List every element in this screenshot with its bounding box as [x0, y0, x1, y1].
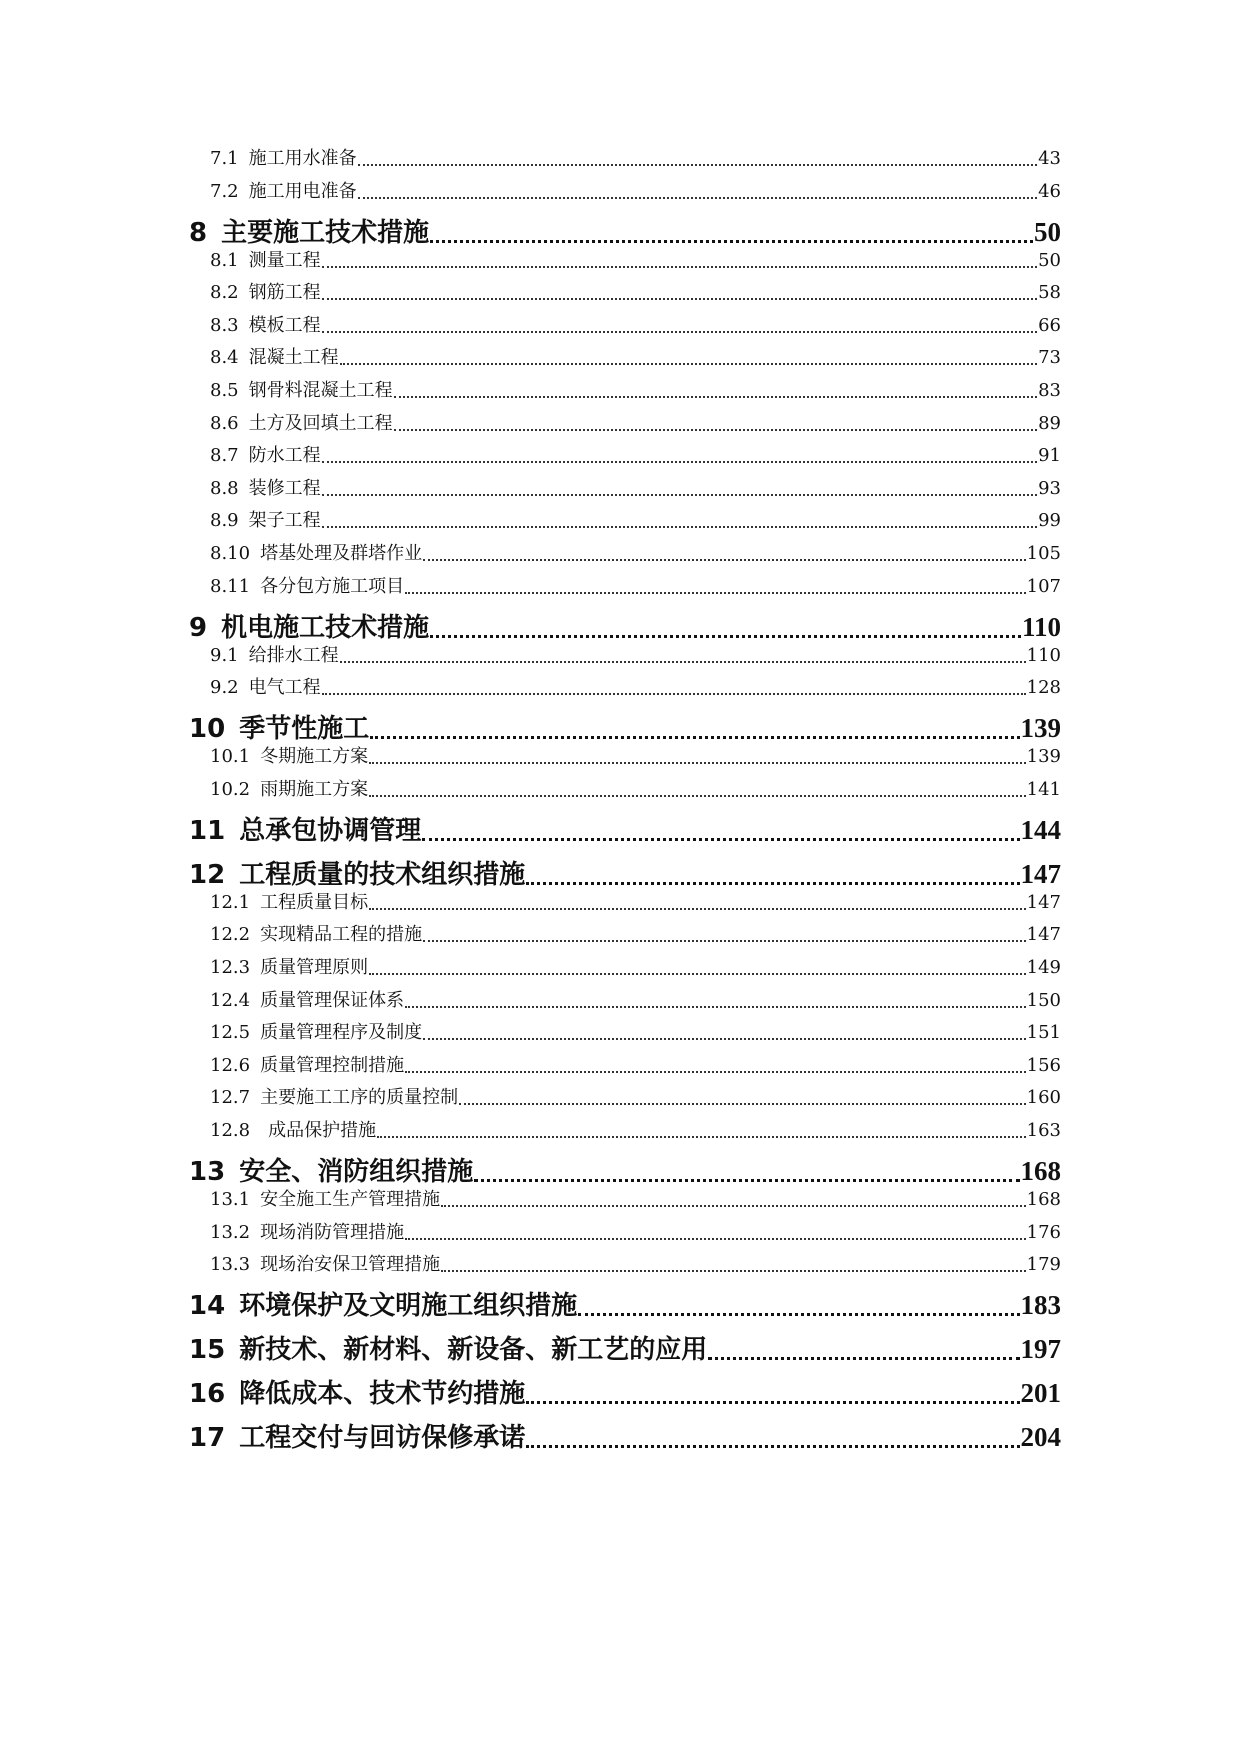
toc-page-number: 50: [1038, 249, 1061, 271]
toc-entry-number: 8.4: [210, 347, 239, 369]
toc-entry-number: 9.2: [210, 677, 239, 699]
toc-entry-title: 冬期施工方案: [260, 746, 369, 768]
toc-dot-leader: [358, 197, 1037, 199]
toc-chapter-entry[interactable]: [189, 607, 1061, 643]
toc-entry-number: 13.2: [210, 1221, 251, 1243]
toc-dot-leader: [405, 1006, 1026, 1008]
toc-chapter-entry[interactable]: [189, 810, 1061, 846]
toc-page-number: 73: [1038, 347, 1061, 369]
toc-section-entry[interactable]: [210, 1051, 1061, 1077]
toc-dot-leader: [459, 1103, 1026, 1105]
toc-entry-title: 塔基处理及群塔作业: [260, 543, 423, 564]
toc-entry-number: 12.5: [210, 1022, 251, 1044]
toc-entry-number: 9: [189, 612, 208, 643]
toc-entry-title: 质量管理原则: [260, 957, 369, 978]
toc-entry-title: 施工用水准备: [248, 148, 357, 169]
toc-entry-title: 钢骨料混凝土工程: [248, 380, 393, 401]
toc-entry-title: 季节性施工: [239, 714, 370, 745]
toc-dot-leader: [405, 1238, 1026, 1240]
toc-chapter-entry[interactable]: [189, 212, 1061, 248]
toc-page-number: 156: [1026, 1054, 1061, 1076]
toc-section-entry[interactable]: [210, 953, 1061, 979]
toc-dot-leader: [708, 1357, 1019, 1360]
toc-section-entry[interactable]: [210, 376, 1061, 402]
toc-dot-leader: [322, 331, 1037, 333]
toc-entry-title: 给排水工程: [248, 644, 339, 666]
toc-entry-title: 测量工程: [248, 249, 321, 271]
toc-dot-leader: [322, 526, 1037, 528]
toc-dot-leader: [394, 396, 1037, 398]
toc-page-number: 83: [1038, 380, 1061, 401]
toc-section-entry[interactable]: [210, 673, 1061, 699]
toc-chapter-entry[interactable]: [189, 708, 1061, 744]
toc-entry-number: 13.3: [210, 1254, 251, 1276]
toc-entry-number: 8.3: [210, 314, 239, 336]
toc-entry-title: 总承包协调管理: [239, 815, 422, 846]
toc-dot-leader: [369, 908, 1026, 910]
toc-entry-title: 降低成本、技术节约措施: [239, 1379, 526, 1410]
toc-section-entry[interactable]: [210, 1250, 1061, 1276]
toc-entry-title: 工程交付与回访保修承诺: [239, 1423, 526, 1454]
toc-dot-leader: [526, 1445, 1019, 1448]
toc-page-number: 147: [1020, 858, 1061, 889]
toc-section-entry[interactable]: [210, 742, 1061, 768]
toc-section-entry[interactable]: [210, 278, 1061, 304]
toc-entry-number: 8: [189, 217, 208, 248]
toc-dot-leader: [423, 940, 1026, 942]
toc-section-entry[interactable]: [210, 920, 1061, 946]
toc-dot-leader: [322, 266, 1037, 268]
toc-section-entry[interactable]: [210, 506, 1061, 532]
toc-dot-leader: [369, 973, 1026, 975]
toc-dot-leader: [526, 882, 1019, 885]
toc-entry-number: 8.11: [210, 575, 251, 597]
toc-entry-title: 主要施工工序的质量控制: [260, 1087, 459, 1109]
toc-section-entry[interactable]: [210, 888, 1061, 914]
toc-section-entry[interactable]: [210, 343, 1061, 369]
toc-chapter-entry[interactable]: [189, 1373, 1061, 1409]
toc-page-number: 91: [1038, 445, 1061, 467]
toc-dot-leader: [405, 592, 1026, 594]
toc-entry-number: 7.2: [210, 180, 239, 202]
toc-entry-title: 安全、消防组织措施: [239, 1157, 474, 1187]
toc-entry-number: 8.7: [210, 445, 239, 467]
toc-page-number: 139: [1020, 713, 1061, 744]
toc-entry-number: 12.2: [210, 924, 251, 946]
toc-dot-leader: [405, 1071, 1026, 1073]
toc-dot-leader: [441, 1205, 1026, 1207]
toc-page-number: 160: [1026, 1087, 1061, 1109]
toc-page-number: 128: [1026, 677, 1061, 699]
toc-dot-leader: [422, 838, 1019, 841]
toc-entry-title: 装修工程: [248, 477, 321, 499]
toc-entry-number: 12.7: [210, 1087, 251, 1109]
toc-dot-leader: [340, 661, 1026, 663]
toc-dot-leader: [358, 164, 1037, 166]
toc-section-entry[interactable]: [210, 246, 1061, 272]
toc-page-number: 141: [1026, 778, 1061, 800]
toc-dot-leader: [340, 363, 1037, 365]
toc-entry-number: 8.1: [210, 249, 239, 271]
toc-page-number: 163: [1026, 1120, 1061, 1141]
toc-entry-number: 13.1: [210, 1189, 251, 1210]
toc-page-number: 201: [1020, 1378, 1061, 1409]
toc-entry-number: 8.5: [210, 380, 239, 401]
toc-dot-leader: [369, 795, 1026, 797]
toc-page-number: 168: [1020, 1156, 1061, 1186]
toc-entry-number: 8.10: [210, 543, 251, 564]
toc-entry-number: 10.1: [210, 746, 251, 768]
toc-entry-title: 防水工程: [248, 445, 321, 467]
toc-page-number: 204: [1020, 1422, 1061, 1453]
toc-entry-number: 7.1: [210, 148, 239, 169]
toc-page-number: 43: [1038, 148, 1061, 169]
toc-section-entry[interactable]: [210, 986, 1061, 1012]
toc-section-entry[interactable]: [210, 1018, 1061, 1044]
toc-entry-title: 工程质量的技术组织措施: [239, 859, 526, 890]
toc-entry-number: 10: [189, 714, 226, 745]
toc-entry-number: 8.2: [210, 282, 239, 304]
toc-dot-leader: [322, 693, 1026, 695]
toc-section-entry[interactable]: [210, 177, 1061, 203]
toc-entry-title: 质量管理保证体系: [260, 989, 405, 1011]
toc-page-number: 139: [1026, 746, 1061, 768]
toc-section-entry[interactable]: [210, 539, 1061, 565]
toc-page-number: 197: [1020, 1334, 1061, 1365]
toc-page-number: 50: [1034, 216, 1061, 247]
toc-entry-number: 8.9: [210, 510, 239, 532]
toc-dot-leader: [578, 1313, 1019, 1316]
toc-chapter-entry[interactable]: [189, 1285, 1061, 1321]
toc-section-entry[interactable]: [210, 409, 1061, 435]
toc-entry-title: 现场消防管理措施: [260, 1221, 405, 1243]
toc-section-entry[interactable]: [210, 1116, 1061, 1142]
toc-page-number: 66: [1038, 314, 1061, 336]
toc-entry-number: 12.1: [210, 891, 251, 913]
toc-dot-leader: [394, 429, 1037, 431]
toc-entry-title: 环境保护及文明施工组织措施: [239, 1291, 578, 1322]
toc-entry-number: 13: [189, 1157, 226, 1187]
toc-page-number: 183: [1020, 1290, 1061, 1321]
toc-entry-title: 新技术、新材料、新设备、新工艺的应用: [239, 1335, 708, 1366]
toc-page-number: 110: [1026, 644, 1061, 666]
toc-entry-number: 12.8: [210, 1120, 251, 1141]
toc-chapter-entry[interactable]: [189, 854, 1061, 890]
toc-dot-leader: [441, 1270, 1026, 1272]
toc-entry-title: 质量管理程序及制度: [260, 1022, 423, 1044]
toc-dot-leader: [322, 494, 1037, 496]
toc-entry-number: 9.1: [210, 644, 239, 666]
toc-chapter-entry[interactable]: [189, 1329, 1061, 1365]
toc-entry-title: 模板工程: [248, 314, 321, 336]
toc-dot-leader: [423, 1038, 1026, 1040]
toc-dot-leader: [370, 736, 1019, 739]
toc-entry-title: 雨期施工方案: [260, 778, 369, 800]
toc-entry-title: 现场治安保卫管理措施: [260, 1254, 441, 1276]
toc-entry-number: 12.4: [210, 989, 251, 1011]
toc-dot-leader: [322, 298, 1037, 300]
toc-page-number: 147: [1026, 891, 1061, 913]
toc-entry-number: 11: [189, 815, 226, 846]
toc-section-entry[interactable]: [210, 474, 1061, 500]
toc-entry-title: 架子工程: [248, 510, 321, 532]
toc-section-entry[interactable]: [210, 1185, 1061, 1211]
toc-dot-leader: [430, 635, 1021, 638]
toc-page-number: 58: [1038, 282, 1061, 304]
toc-page-number: 147: [1026, 924, 1061, 946]
toc-page-number: 151: [1026, 1022, 1061, 1044]
toc-page-number: 105: [1026, 543, 1061, 564]
toc-page-number: 144: [1020, 814, 1061, 845]
toc-section-entry[interactable]: [210, 311, 1061, 337]
toc-entry-number: 8.6: [210, 412, 239, 434]
toc-dot-leader: [377, 1136, 1026, 1138]
toc-page-number: 93: [1038, 477, 1061, 499]
toc-chapter-entry[interactable]: [189, 1151, 1061, 1187]
toc-entry-title: 机电施工技术措施: [221, 612, 430, 643]
toc-page-number: 179: [1026, 1254, 1061, 1276]
toc-entry-title: 实现精品工程的措施: [260, 924, 423, 946]
toc-section-entry[interactable]: [210, 572, 1061, 598]
toc-page-number: 176: [1026, 1221, 1061, 1243]
toc-dot-leader: [526, 1401, 1019, 1404]
toc-dot-leader: [322, 461, 1037, 463]
toc-entry-title: 土方及回填土工程: [248, 412, 393, 434]
toc-page-number: 99: [1038, 510, 1061, 532]
toc-entry-title: 混凝土工程: [248, 347, 339, 369]
toc-section-entry[interactable]: [210, 1083, 1061, 1109]
toc-entry-number: 12.6: [210, 1054, 251, 1076]
toc-entry-number: 8.8: [210, 477, 239, 499]
toc-entry-number: 10.2: [210, 778, 251, 800]
toc-page-number: 107: [1026, 575, 1061, 597]
toc-entry-title: 钢筋工程: [248, 282, 321, 304]
toc-page-number: 149: [1026, 957, 1061, 978]
toc-entry-title: 主要施工技术措施: [221, 217, 430, 248]
toc-entry-number: 15: [189, 1335, 226, 1366]
toc-page-number: 168: [1026, 1189, 1061, 1210]
toc-section-entry[interactable]: [210, 775, 1061, 801]
toc-entry-title: 质量管理控制措施: [260, 1054, 405, 1076]
toc-page-number: 150: [1026, 989, 1061, 1011]
toc-entry-number: 16: [189, 1379, 226, 1410]
toc-entry-number: 12: [189, 859, 226, 890]
toc-section-entry[interactable]: [210, 144, 1061, 170]
toc-entry-title: 成品保护措施: [268, 1120, 377, 1141]
toc-entry-title: 施工用电准备: [248, 180, 357, 202]
toc-dot-leader: [430, 240, 1033, 243]
toc-entry-title: 工程质量目标: [260, 891, 369, 913]
toc-dot-leader: [369, 762, 1026, 764]
toc-dot-leader: [423, 559, 1026, 561]
toc-section-entry[interactable]: [210, 441, 1061, 467]
toc-entry-title: 安全施工生产管理措施: [260, 1189, 441, 1210]
toc-page-number: 110: [1021, 611, 1061, 642]
toc-chapter-entry[interactable]: [189, 1417, 1061, 1453]
toc-entry-title: 电气工程: [248, 677, 321, 699]
toc-dot-leader: [474, 1179, 1019, 1182]
toc-section-entry[interactable]: [210, 1218, 1061, 1244]
toc-entry-number: 17: [189, 1423, 226, 1454]
toc-entry-number: 14: [189, 1291, 226, 1322]
toc-entry-number: 12.3: [210, 957, 251, 978]
toc-section-entry[interactable]: [210, 641, 1061, 667]
toc-page-number: 46: [1038, 180, 1061, 202]
toc-entry-title: 各分包方施工项目: [260, 575, 405, 597]
toc-page-number: 89: [1038, 412, 1061, 434]
